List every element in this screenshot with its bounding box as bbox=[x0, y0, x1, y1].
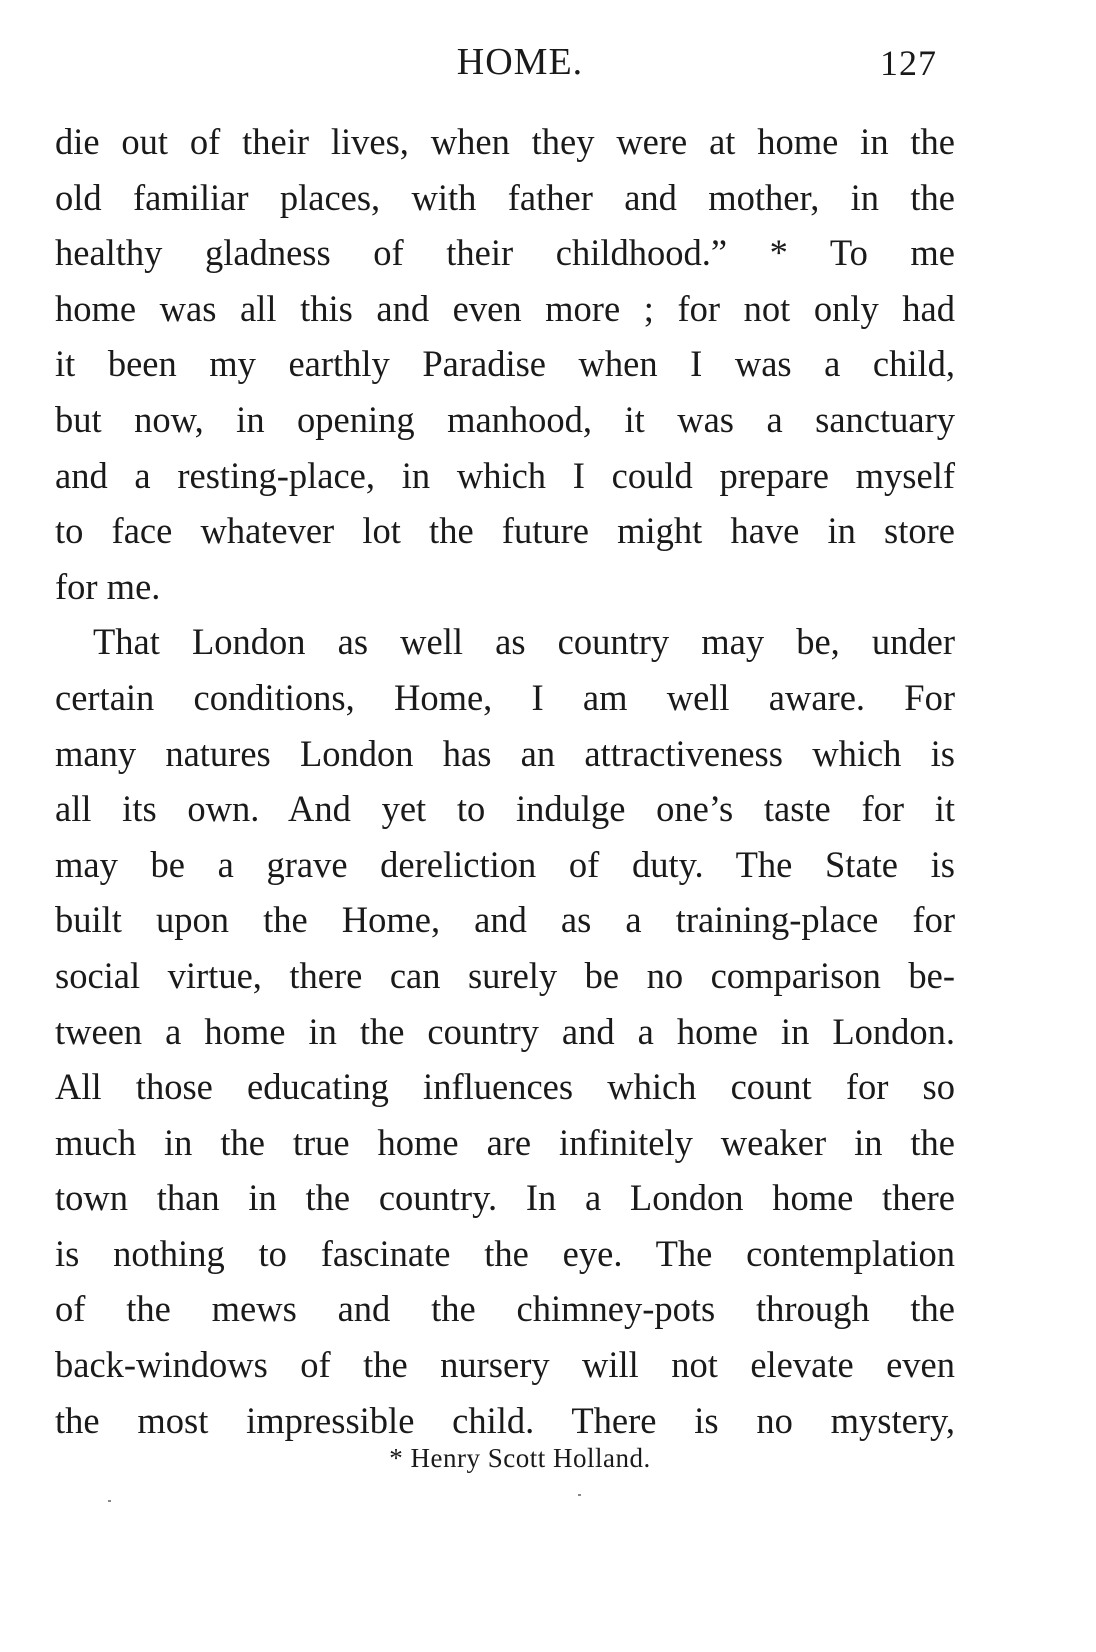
text-line: All those educating influences which count for so bbox=[55, 1066, 955, 1108]
text-line: healthy gladness of their childhood.” * To me bbox=[55, 232, 955, 274]
text-line: much in the true home are infinitely weaker in the bbox=[55, 1121, 955, 1163]
text-line: all its own. And yet to indulge one’s taste for it bbox=[55, 788, 955, 830]
running-head bbox=[0, 40, 1096, 90]
text-line: to face whatever lot the future might have in store bbox=[55, 510, 955, 552]
text-line: social virtue, there can surely be no comparison be- bbox=[55, 954, 955, 996]
text-line: many natures London has an attractiveness which is bbox=[55, 732, 955, 774]
footnote: * Henry Scott Holland. bbox=[389, 1443, 651, 1473]
text-line: is nothing to fascinate the eye. The contemplation bbox=[55, 1232, 955, 1274]
text-line: town than in the country. In a London home there bbox=[55, 1177, 955, 1219]
text-line: for me. bbox=[55, 565, 161, 607]
text-line: and a resting-place, in which I could prepare myself bbox=[55, 454, 955, 496]
text-line: old familiar places, with father and mother, in the bbox=[55, 176, 955, 218]
body-text bbox=[55, 114, 955, 1448]
text-line: tween a home in the country and a home in London. bbox=[55, 1010, 955, 1052]
text-line: certain conditions, Home, I am well aware. For bbox=[55, 676, 955, 718]
print-speck bbox=[108, 1500, 111, 1502]
print-speck bbox=[578, 1494, 581, 1496]
text-line: die out of their lives, when they were at home in the bbox=[55, 121, 955, 162]
text-line: the most impressible child. There is no mystery, bbox=[55, 1399, 955, 1441]
text-line: That London as well as country may be, under bbox=[93, 621, 955, 663]
running-head-title: HOME. bbox=[456, 41, 584, 83]
text-line: back-windows of the nursery will not elevate even bbox=[55, 1344, 955, 1386]
text-line: may be a grave dereliction of duty. The State is bbox=[55, 843, 955, 885]
paragraph-2 bbox=[55, 614, 955, 1448]
text-line: home was all this and even more ; for not only had bbox=[55, 287, 955, 329]
paragraph-1 bbox=[55, 114, 955, 614]
text-line: but now, in opening manhood, it was a sanctuary bbox=[55, 398, 955, 440]
text-line: built upon the Home, and as a training-place for bbox=[55, 899, 955, 941]
page-number: 127 bbox=[880, 43, 937, 83]
text-line: of the mews and the chimney-pots through the bbox=[55, 1288, 955, 1330]
text-line: it been my earthly Paradise when I was a child, bbox=[55, 343, 955, 385]
